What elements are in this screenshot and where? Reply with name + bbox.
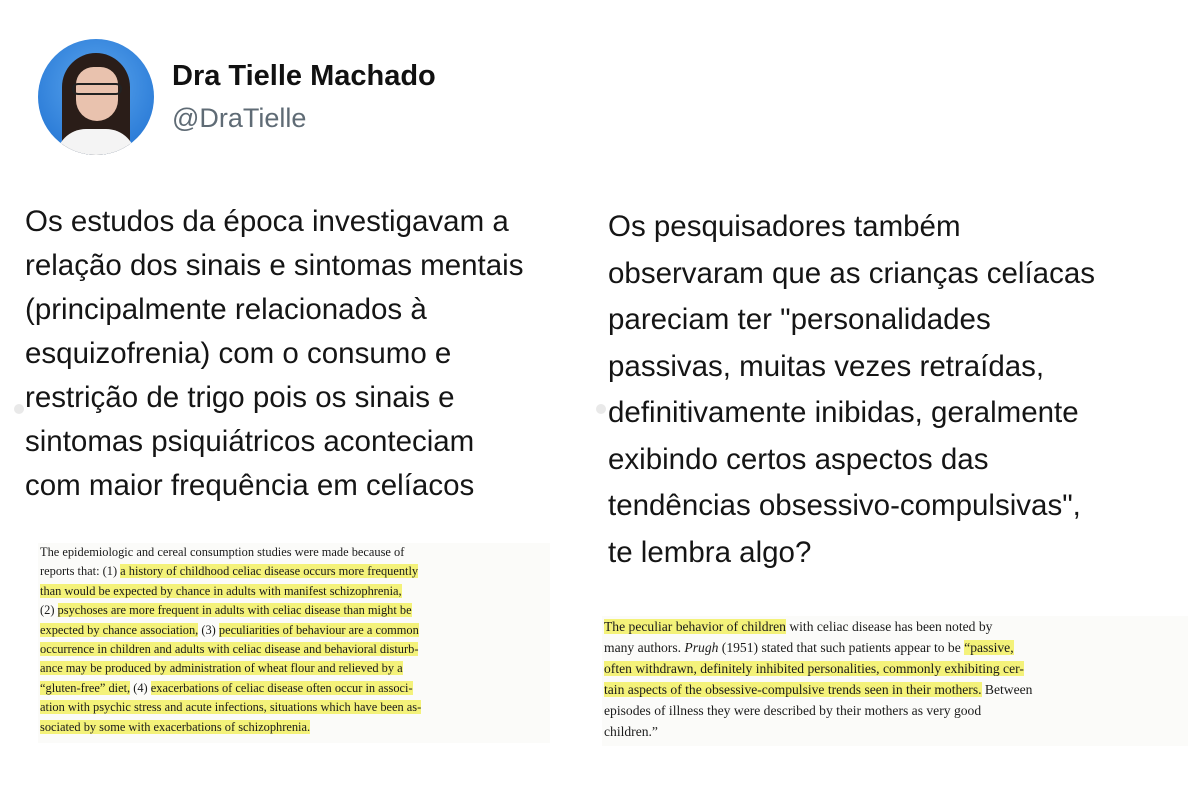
text-line: pareciam ter "personalidades [608, 303, 991, 336]
excerpt-line [604, 679, 1186, 700]
avatar[interactable] [38, 39, 154, 155]
text-line: exibindo certos aspectos das [608, 442, 989, 476]
excerpt-line [604, 658, 1186, 679]
text-line: te lembra algo? [608, 535, 812, 569]
excerpt-text: with celiac disease has been noted by [785, 619, 993, 634]
highlighted-text: sociated by some with exacerbations of schizophrenia. [40, 719, 311, 734]
highlighted-text: occurrence in children and adults with celiac disease and behavioral disturb- [40, 642, 419, 657]
user-handle[interactable]: @DraTielle [172, 103, 307, 133]
text-line: Os pesquisadores também [608, 210, 961, 243]
excerpt-line [40, 698, 548, 717]
excerpt-line [604, 616, 1186, 637]
excerpt-line [40, 582, 548, 601]
author-info [172, 56, 436, 138]
excerpt-text: (2) [40, 603, 58, 618]
highlighted-text: “passive, [964, 640, 1014, 655]
excerpt-line [604, 637, 1186, 658]
excerpt-line [40, 679, 548, 698]
excerpt-text: (3) [198, 622, 219, 637]
left-tweet-text [25, 200, 523, 508]
text-line: (principalmente relacionados à [25, 293, 427, 326]
excerpt-line [40, 640, 548, 659]
excerpt-line [40, 562, 548, 581]
highlighted-text: tain aspects of the obsessive-compulsive trends seen in their mothers. [604, 682, 982, 697]
excerpt-line [604, 721, 1186, 742]
excerpt-image-left [38, 543, 550, 743]
highlighted-text: “gluten-free” diet, [40, 680, 131, 695]
tweet-header [38, 38, 436, 156]
text-line: passivas, muitas vezes retraídas, [608, 349, 1045, 383]
highlighted-text: peculiarities of behaviour are a common [218, 622, 419, 637]
excerpt-text: The epidemiologic and cereal consumption studies were made because of [40, 545, 405, 559]
highlighted-text: The peculiar behavior of children [604, 619, 786, 634]
carousel-dot-icon [596, 404, 606, 414]
text-line: observaram que as crianças celíacas [608, 256, 1095, 290]
highlighted-text: ation with psychic stress and acute infections, situations which have been as- [40, 700, 422, 715]
excerpt-line [604, 700, 1186, 721]
text-line: definitivamente inibidas, geralmente [608, 396, 1079, 429]
excerpt-text: children.” [604, 724, 658, 739]
text-line: Os estudos da época investigavam a [25, 205, 509, 238]
avatar-glasses [72, 83, 122, 95]
text-line: tendências obsessivo-compulsivas", [608, 489, 1081, 522]
excerpt-line [40, 621, 548, 640]
highlighted-text: psychoses are more frequent in adults with celiac disease than might be [57, 603, 412, 618]
excerpt-text: many authors. [604, 640, 685, 655]
excerpt-image-right [602, 616, 1188, 746]
highlighted-text: than would be expected by chance in adults with manifest schizophrenia, [40, 583, 402, 598]
text-line: sintomas psiquiátricos aconteciam [25, 425, 475, 458]
excerpt-text: Prugh [684, 640, 719, 655]
carousel-dot-icon [14, 404, 24, 414]
display-name[interactable]: Dra Tielle Machado [172, 60, 436, 92]
highlighted-text: exacerbations of celiac disease often occur in associ- [150, 680, 413, 695]
highlighted-text: expected by chance association, [40, 622, 199, 637]
excerpt-text: (1951) stated that such patients appear to be [718, 640, 965, 655]
highlighted-text: ance may be produced by administration of wheat flour and relieved by a [40, 661, 403, 676]
text-line: esquizofrenia) com o consumo e [25, 337, 452, 370]
text-line: relação dos sinais e sintomas mentais [25, 249, 524, 282]
right-tweet-text [608, 204, 1095, 576]
excerpt-line [40, 601, 548, 620]
excerpt-text: Between [981, 682, 1033, 697]
excerpt-line [40, 718, 548, 737]
text-line: com maior frequência em celíacos [25, 469, 475, 502]
excerpt-text: episodes of illness they were described by their mothers as very good [604, 703, 982, 718]
text-line: restrição de trigo pois os sinais e [25, 381, 455, 414]
excerpt-line [40, 659, 548, 678]
highlighted-text: a history of childhood celiac disease occurs more frequently [120, 564, 419, 579]
excerpt-line [40, 543, 548, 562]
excerpt-text: (4) [130, 680, 151, 695]
highlighted-text: often withdrawn, definitely inhibited personalities, commonly exhibiting cer- [604, 661, 1024, 676]
excerpt-text: reports that: (1) [40, 564, 121, 579]
